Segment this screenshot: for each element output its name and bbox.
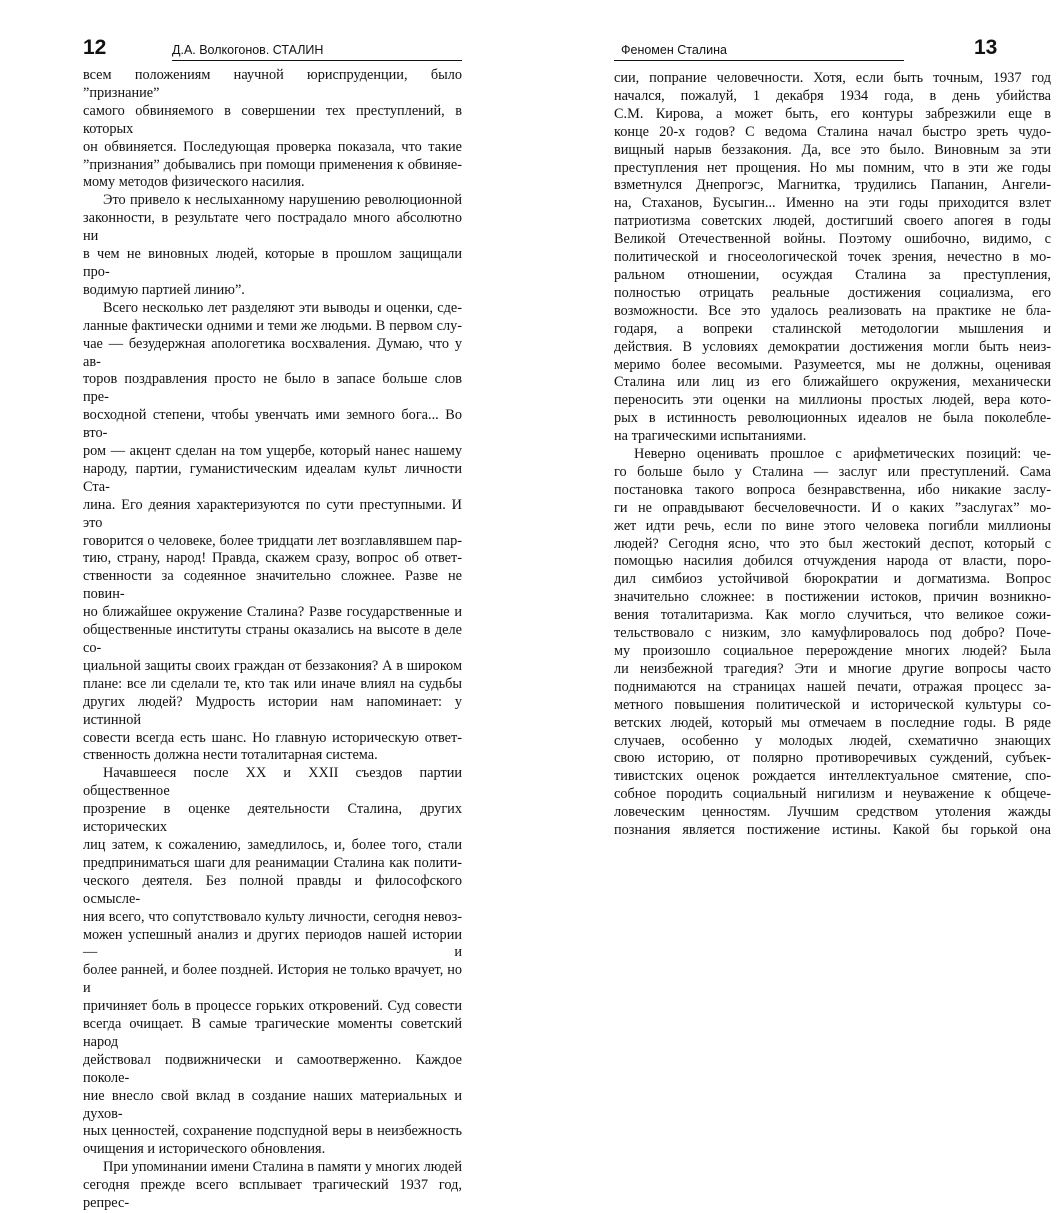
text-line: самого обвиняемого в совершении тех преступлений, в которых <box>83 102 462 137</box>
text-line: циальной защиты своих граждан от беззакония? А в широком <box>83 657 462 674</box>
text-line: причиняет боль в процессе горьких откровений. Суд совести <box>83 998 462 1015</box>
text-line: можен успешный анализ и других периодов нашей истории — и <box>83 926 462 961</box>
text-line: мому методов физического насилия. <box>83 174 305 191</box>
text-line: Начавшееся после XX и XXII съездов партии общественное <box>83 765 462 800</box>
text-line: Великой Отечественной войны. Поэтому ошибочно, видимо, с <box>614 231 1051 248</box>
text-line: ральном отношении, осуждая Сталина за преступления, <box>614 266 1051 283</box>
text-line: всем положениям научной юриспруденции, было ”признание” <box>83 67 462 101</box>
text-line: других людей? Мудрость истории нам напоминает: у истинной <box>83 693 462 728</box>
text-line: ния всего, что сопутствовало культу личности, сегодня невоз- <box>83 908 462 925</box>
text-line: сии, попрание человечности. Хотя, если быть точным, 1937 год <box>614 70 1051 86</box>
text-line: ческого деятеля. Без полной правды и философского осмысле- <box>83 872 462 907</box>
header-rule <box>614 60 904 61</box>
text-line: ветских людей, который мы отмечаем в последние годы. В ряде <box>614 714 1051 731</box>
left-page <box>0 0 500 1212</box>
text-line: плане: все ли сделали те, кто так или иначе влиял на судьбы <box>83 675 462 692</box>
running-head-chapter-title: Феномен Сталина <box>621 43 727 57</box>
page-number: 12 <box>83 36 107 59</box>
text-line: рых в истинность революционных идеалов не была поколебле- <box>614 410 1051 427</box>
text-line: жет идти речь, если по вине этого человека погибли миллионы <box>614 517 1051 534</box>
text-line: преступления нет прощения. Но мы помним, что в эти же годы <box>614 159 1051 176</box>
text-line: поднимаются на страницах нашей печати, отражая процесс за- <box>614 678 1051 695</box>
text-line: Сталина или лиц из его ближайшего окружения, механически <box>614 374 1051 391</box>
text-line: совести всегда есть шанс. Но главную историческую ответ- <box>83 729 462 746</box>
text-line: тельствовало с низким, зло камуфлировалось под добро? Поче- <box>614 625 1051 642</box>
text-line: законности, в результате чего пострадало много абсолютно ни <box>83 210 462 245</box>
text-line: прозрение в оценке деятельности Сталина, других исторических <box>83 801 462 836</box>
text-line: го больше было у Сталина — заслуг или преступлений. Сама <box>614 463 1051 480</box>
text-line: свою историю, от полярно противоречивых суждений, субъек- <box>614 750 1051 767</box>
text-line: переносить эти оценки на миллионы простых людей, вера кото- <box>614 392 1051 409</box>
text-line: ги не оправдывают бесчеловечности. И о каких ”заслугах” мо- <box>614 499 1051 516</box>
text-line: ных ценностей, сохранение подспудной веры в неизбежность <box>83 1123 462 1140</box>
text-line: ланные фактически одними и теми же людьми. В первом слу- <box>83 317 462 334</box>
text-line: всегда очищает. В самые трагические моменты советский народ <box>83 1016 462 1050</box>
text-line: чае — безудержная апологетика восхваления. Думаю, что у ав- <box>83 335 462 370</box>
text-line: восходной степени, чтобы увенчать ими земного бога... Во вто- <box>83 407 462 442</box>
text-line: При упоминании имени Сталина в памяти у многих людей <box>103 1159 462 1176</box>
text-line: меримо более весомыми. Разумеется, мы не должны, оценивая <box>614 356 1051 373</box>
text-line: тивистских оценок рождается интеллектуальное смятение, спо- <box>614 768 1051 785</box>
right-page <box>560 0 1061 839</box>
text-line: случаев, особенно у молодых людей, схематично знающих <box>614 732 1051 749</box>
text-line: дил симбиоз устойчивой бюрократии и догматизма. Вопрос <box>614 571 1051 588</box>
page-number: 13 <box>974 36 998 59</box>
text-line: предприниматься шаги для реанимации Сталина как полити- <box>83 854 462 871</box>
body-text <box>614 70 1051 840</box>
body-text <box>83 67 462 1213</box>
text-line: Всего несколько лет разделяют эти выводы и оценки, сде- <box>103 299 462 316</box>
text-line: но ближайшее окружение Сталина? Разве государственные и <box>83 604 462 621</box>
text-line: он обвиняется. Последующая проверка показала, что такие <box>83 138 462 155</box>
text-line: ром — акцент сделан на том ущербе, который нанес нашему <box>83 443 462 460</box>
text-line: полностью отрицать реальные достижения социализма, его <box>614 284 1051 301</box>
text-line: вищный нарыв беззакония. Да, все это было. Виновным за эти <box>614 141 1051 158</box>
text-line: годаря, а вопреки сталинской методологии мышления и <box>614 320 1051 337</box>
text-line: помощью насилия добился отчуждения народа от власти, поро- <box>614 553 1051 570</box>
text-line: ние внесло свой вклад в создание наших материальных и духов- <box>83 1087 462 1122</box>
text-line: торов поздравления просто не было в запасе больше слов пре- <box>83 371 462 406</box>
text-line: ловеческим ценностям. Лучшим средством утоления жажды <box>614 804 1051 821</box>
text-line: действия. В условиях демократии достижения могли быть неиз- <box>614 338 1051 355</box>
text-line: метного повышения политической и исторической культуры со- <box>614 696 1051 713</box>
text-line: лина. Его деяния характеризуются по сути преступными. И это <box>83 496 462 531</box>
text-line: Это привело к неслыханному нарушению революционной <box>103 192 462 209</box>
text-line: постановка такого вопроса безнравственна, ибо никакие заслу- <box>614 481 1051 498</box>
text-line: ”признания” добывались при помощи применения к обвиняе- <box>83 156 462 173</box>
text-line: ственности за содеянное значительно сложнее. Разве не повин- <box>83 568 462 603</box>
text-line: очищения и исторического обновления. <box>83 1141 326 1158</box>
text-line: патриотизма советских людей, достигший своего апогея в годы <box>614 213 1051 230</box>
text-line: политической и гносеологической точек зрения, нечестно в мо- <box>614 249 1051 266</box>
text-line: собное породить социальный нигилизм и неуважение к общече- <box>614 786 1051 803</box>
text-line: С.М. Кирова, а может быть, его контуры забрезжили еще в <box>614 105 1051 122</box>
text-line: взметнулся Днепрогэс, Магнитка, трудились Папанин, Ангели- <box>614 177 1051 194</box>
text-line: людей? Сегодня ясно, что это был жестокий деспот, который с <box>614 535 1051 552</box>
text-line: вения тоталитаризма. Как могло случиться, что великое сожи- <box>614 607 1051 624</box>
text-line: на, Стаханов, Бусыгин... Именно на эти годы приходится взлет <box>614 195 1051 212</box>
text-line: Неверно оценивать прошлое с арифметических позиций: че- <box>634 446 1051 463</box>
text-line: водимую партией линию”. <box>83 281 245 298</box>
text-line: ли неизбежной трагедия? Эти и многие другие вопросы часто <box>614 660 1051 677</box>
text-line: более ранней, и более поздней. История не только врачует, но и <box>83 962 462 997</box>
running-head-author-title: Д.А. Волкогонов. СТАЛИН <box>172 43 324 57</box>
text-line: сегодня прежде всего всплывает трагический 1937 год, репрес- <box>83 1177 462 1212</box>
header-rule <box>172 60 462 61</box>
text-line: тию, страну, народ! Правда, скажем сразу, вопрос об ответ- <box>83 550 462 567</box>
text-line: значительно сложнее: в постижении истоков, причин возникно- <box>614 589 1051 606</box>
text-line: лиц затем, к сожалению, замедлилось, и, более того, стали <box>83 836 462 853</box>
text-line: действовал подвижнически и самоотверженно. Каждое поколе- <box>83 1051 462 1086</box>
text-line: возможности. Все это удалось реализовать на практике не бла- <box>614 302 1051 319</box>
text-line: познания является постижение истины. Какой бы горькой она <box>614 822 1051 839</box>
text-line: народу, партии, гуманистическим идеалам культ личности Ста- <box>83 460 462 495</box>
text-line: на трагическими испытаниями. <box>614 428 807 445</box>
text-line: говорится о человеке, более тридцати лет возглавлявшем пар- <box>83 532 462 549</box>
text-line: начался, пожалуй, 1 декабря 1934 года, в день убийства <box>614 87 1051 104</box>
text-line: в чем не виновных людей, которые в прошлом защищали про- <box>83 246 462 280</box>
text-line: конце 20-х годов? С ведома Сталина начал быстро зреть чудо- <box>614 123 1051 140</box>
text-line: ственность должна нести тоталитарная система. <box>83 747 378 764</box>
text-line: му произошло социальное перерождение многих людей? Была <box>614 643 1051 659</box>
text-line: общественные институты страны оказались на высоте в деле со- <box>83 622 462 656</box>
